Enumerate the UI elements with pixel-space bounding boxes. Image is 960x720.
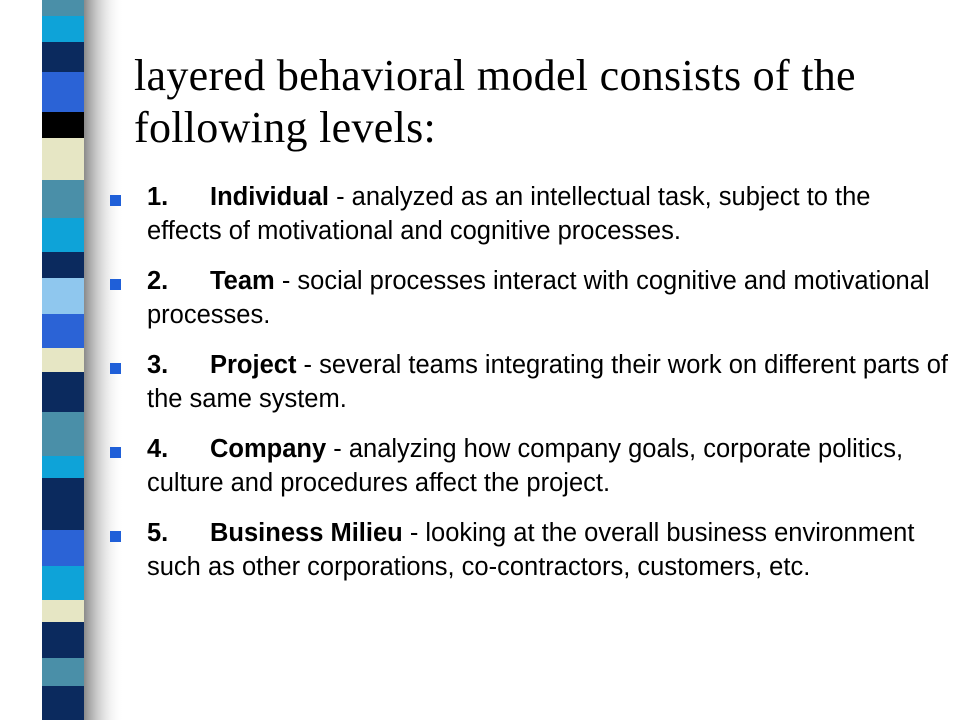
- item-number: 3.: [147, 351, 169, 379]
- item-number: 4.: [147, 435, 169, 463]
- item-number: 5.: [147, 519, 169, 547]
- list-item: [110, 180, 950, 248]
- list-item: [110, 432, 950, 500]
- square-bullet-icon: [110, 279, 121, 290]
- bullet-list: [110, 180, 950, 600]
- item-term: Company: [210, 435, 327, 463]
- item-description: - several teams integrating their work on different parts of the same system.: [147, 351, 948, 413]
- item-description: - analyzing how company goals, corporate politics, culture and procedures affect the project.: [147, 435, 904, 497]
- item-term: Team: [210, 267, 275, 295]
- square-bullet-icon: [110, 447, 121, 458]
- square-bullet-icon: [110, 363, 121, 374]
- list-item: [110, 516, 950, 584]
- item-description: - looking at the overall business environment such as other corporations, co-contractors, customers, etc.: [147, 519, 915, 581]
- slide-title: layered behavioral model consists of the following levels:: [134, 51, 856, 152]
- square-bullet-icon: [110, 531, 121, 542]
- list-item: [110, 264, 950, 332]
- item-term: Business Milieu: [210, 519, 403, 547]
- item-term: Individual: [210, 183, 330, 211]
- item-description: - analyzed as an intellectual task, subject to the effects of motivational and cognitive processes.: [147, 183, 871, 245]
- item-description: - social processes interact with cognitive and motivational processes.: [147, 267, 930, 329]
- list-item: [110, 348, 950, 416]
- square-bullet-icon: [110, 195, 121, 206]
- item-number: 1.: [147, 183, 169, 211]
- item-number: 2.: [147, 267, 169, 295]
- item-term: Project: [210, 351, 297, 379]
